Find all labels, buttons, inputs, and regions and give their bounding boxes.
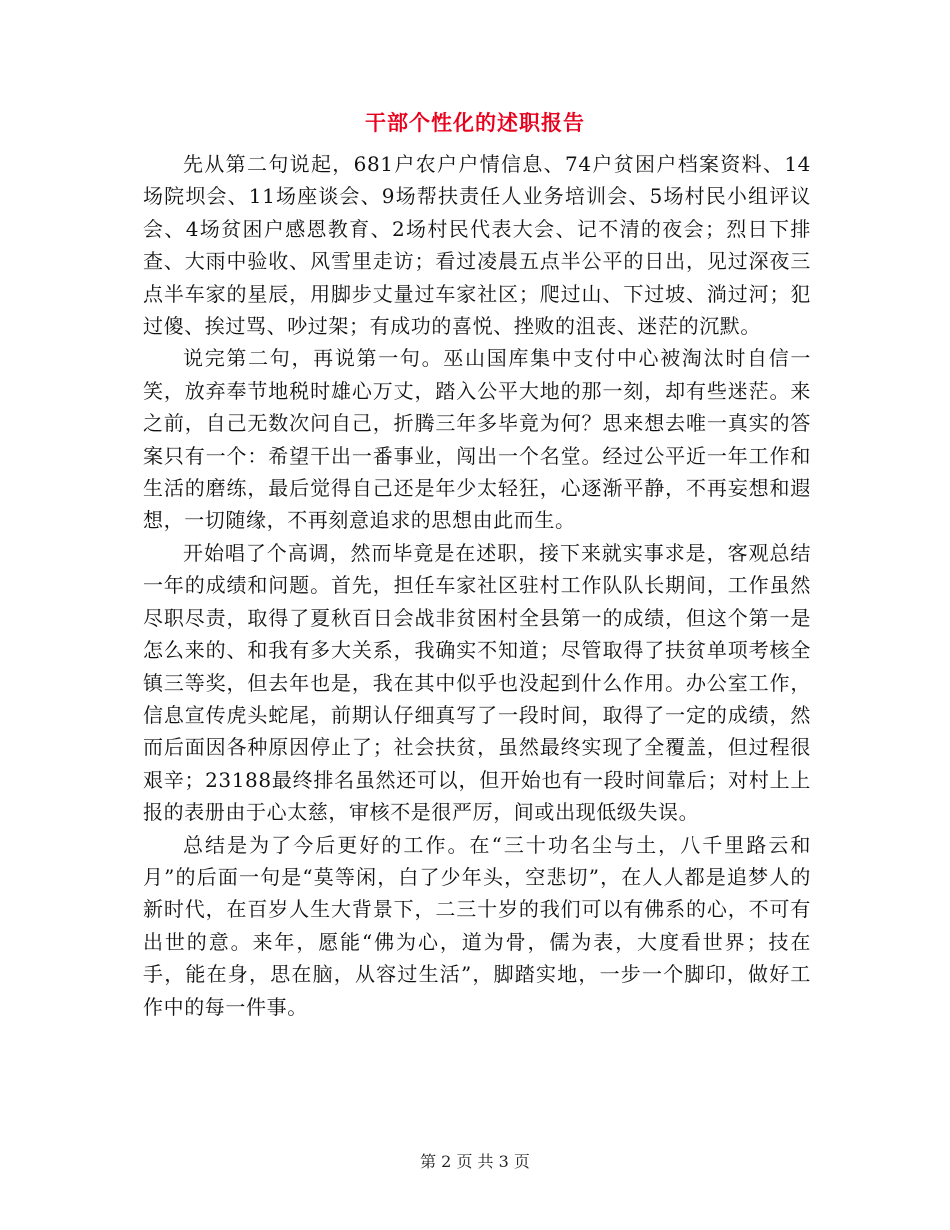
page-number-footer: 第 2 页 共 3 页	[420, 1152, 530, 1171]
document-body	[143, 148, 811, 1023]
paragraph-2: 说完第二句，再说第一句。巫山国库集中支付中心被淘汰时自信一笑，放弃奉节地税时雄心万丈，踏入公平大地的那一刻，却有些迷茫。来之前，自己无数次问自己，折腾三年多毕竟为何？思来想去唯一真实的答案只有一个：希望干出一番事业，闯出一个名堂。经过公平近一年工作和生活的磨练，最后觉得自己还是年少太轻狂，心逐渐平静，不再妄想和遐想，一切随缘，不再刻意追求的思想由此而生。	[143, 346, 811, 533]
document-title: 干部个性化的述职报告	[365, 110, 585, 135]
paragraph-1: 先从第二句说起，681户农户户情信息、74户贫困户档案资料、14场院坝会、11场座谈会、9场帮扶责任人业务培训会、5场村民小组评议会、4场贫困户感恩教育、2场村民代表大会、记不清的夜会；烈日下排查、大雨中验收、风雪里走访；看过凌晨五点半公平的日出，见过深夜三点半车家的星辰，用脚步丈量过车家社区；爬过山、下过坡、淌过河；犯过傻、挨过骂、吵过架；有成功的喜悦、挫败的沮丧、迷茫的沉默。	[143, 152, 811, 339]
paragraph-3: 开始唱了个高调，然而毕竟是在述职，接下来就实事求是，客观总结一年的成绩和问题。首先，担任车家社区驻村工作队队长期间，工作虽然尽职尽责，取得了夏秋百日会战非贫困村全县第一的成绩，但这个第一是怎么来的、和我有多大关系，我确实不知道；尽管取得了扶贫单项考核全镇三等奖，但去年也是，我在其中似乎也没起到什么作用。办公室工作，信息宣传虎头蛇尾，前期认仔细真写了一段时间，取得了一定的成绩，然而后面因各种原因停止了；社会扶贫，虽然最终实现了全覆盖，但过程很艰辛；23188最终排名虽然还可以，但开始也有一段时间靠后；对村上上报的表册由于心太慈，审核不是很严厉，间或出现低级失误。	[143, 540, 811, 825]
paragraph-4: 总结是为了今后更好的工作。在“三十功名尘与土，八千里路云和月”的后面一句是“莫等闲，白了少年头，空悲切”，在人人都是追梦人的新时代，在百岁人生大背景下，二三十岁的我们可以有佛系的心，不可有出世的意。来年，愿能“佛为心，道为骨，儒为表，大度看世界；技在手，能在身，思在脑，从容过生活”，脚踏实地，一步一个脚印，做好工作中的每一件事。	[143, 832, 811, 1019]
